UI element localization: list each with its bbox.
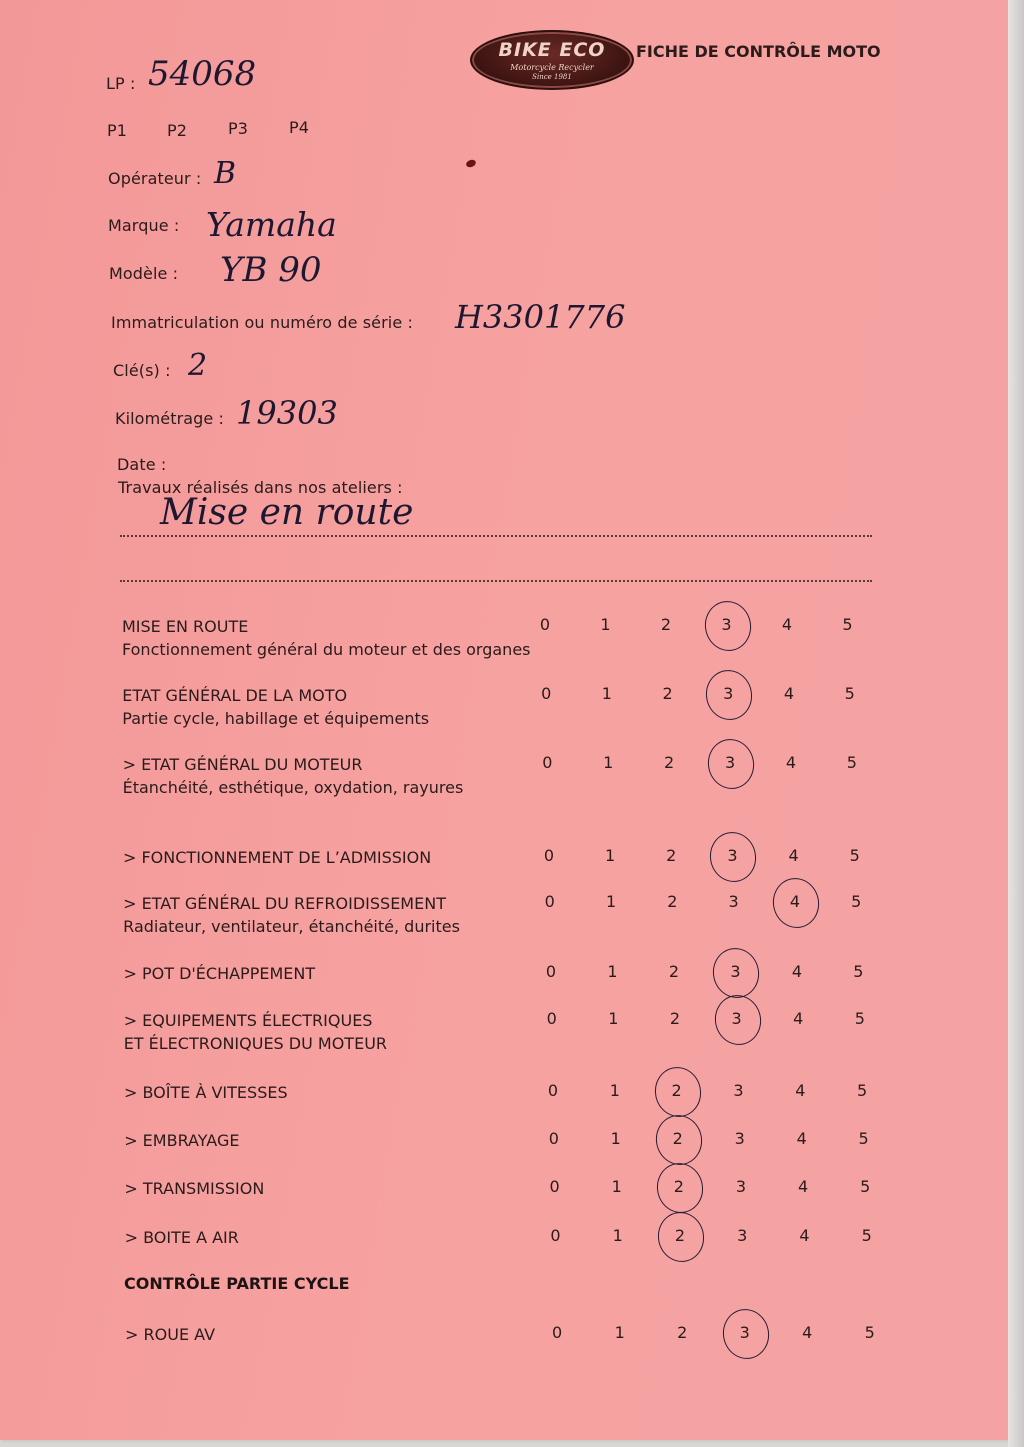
row-title-1: ETAT GÉNÉRAL DE LA MOTO	[122, 686, 348, 705]
row-score-5-0[interactable]: 0	[545, 962, 557, 981]
row-score-7-5[interactable]: 5	[857, 1081, 868, 1100]
row-title-9: > TRANSMISSION	[124, 1179, 265, 1198]
row-title-7: > BOÎTE À VITESSES	[123, 1083, 288, 1102]
travaux-label: Travaux réalisés dans nos ateliers :	[118, 478, 403, 497]
row-score-2-4[interactable]: 4	[785, 753, 797, 772]
row-score-10-4[interactable]: 4	[799, 1226, 810, 1245]
bike-eco-logo	[470, 30, 634, 90]
row-score-8-2[interactable]: 2	[672, 1129, 683, 1148]
position-p2[interactable]: P2	[167, 121, 188, 140]
row-subtitle-6: ET ÉLECTRONIQUES DU MOTEUR	[123, 1034, 388, 1053]
cles-label: Clé(s) :	[113, 361, 171, 380]
cycle-row-score-0-0[interactable]: 0	[552, 1323, 563, 1342]
row-score-1-0[interactable]: 0	[541, 684, 552, 703]
row-score-6-2[interactable]: 2	[669, 1009, 681, 1028]
row-subtitle-2: Étanchéité, esthétique, oxydation, rayures	[122, 778, 464, 797]
row-score-7-3[interactable]: 3	[733, 1081, 744, 1100]
row-score-7-0[interactable]: 0	[547, 1081, 559, 1100]
row-score-circle-8	[651, 1111, 706, 1169]
km-label: Kilométrage :	[115, 409, 225, 428]
row-score-2-0[interactable]: 0	[542, 753, 553, 772]
row-score-3-1[interactable]: 1	[605, 846, 616, 865]
immat-label: Immatriculation ou numéro de série :	[111, 313, 413, 332]
row-score-2-3[interactable]: 3	[724, 753, 736, 772]
operateur-value[interactable]: B	[214, 156, 237, 191]
row-score-7-2[interactable]: 2	[671, 1081, 682, 1100]
row-score-circle-4	[768, 874, 823, 932]
row-score-6-1[interactable]: 1	[608, 1009, 619, 1028]
travaux-value[interactable]: Mise en route	[160, 492, 414, 533]
marque-label: Marque :	[108, 216, 180, 235]
cycle-row-title-0: > ROUE AV	[125, 1325, 216, 1344]
logo-brand: BIKE ECO	[498, 39, 606, 61]
row-score-5-2[interactable]: 2	[668, 962, 680, 981]
row-score-circle-2	[703, 735, 758, 793]
cycle-row-score-0-1[interactable]: 1	[614, 1323, 625, 1342]
row-score-circle-6	[710, 991, 765, 1049]
row-score-5-3[interactable]: 3	[730, 962, 741, 981]
travaux-line-2	[120, 580, 872, 582]
date-label: Date :	[117, 455, 167, 474]
row-subtitle-4: Radiateur, ventilateur, étanchéité, durites	[123, 917, 460, 936]
row-score-10-1[interactable]: 1	[612, 1226, 623, 1245]
km-value[interactable]: 19303	[236, 394, 338, 432]
row-score-9-5[interactable]: 5	[860, 1177, 871, 1196]
row-score-0-5[interactable]: 5	[842, 615, 853, 634]
row-score-4-5[interactable]: 5	[851, 892, 862, 911]
row-score-1-1[interactable]: 1	[601, 684, 612, 703]
position-p4[interactable]: P4	[289, 118, 310, 137]
row-score-circle-3	[706, 828, 761, 886]
row-score-6-3[interactable]: 3	[731, 1009, 742, 1028]
row-score-0-4[interactable]: 4	[781, 615, 793, 634]
row-score-4-4[interactable]: 4	[789, 892, 800, 911]
operateur-label: Opérateur :	[108, 169, 202, 188]
row-title-0: MISE EN ROUTE	[122, 617, 249, 636]
row-score-circle-1	[702, 666, 757, 724]
row-score-10-0[interactable]: 0	[550, 1226, 561, 1245]
modele-label: Modèle :	[109, 264, 179, 283]
cles-value[interactable]: 2	[188, 348, 208, 383]
row-score-9-4[interactable]: 4	[797, 1177, 809, 1196]
marque-value[interactable]: Yamaha	[206, 205, 337, 244]
row-title-4: > ETAT GÉNÉRAL DU REFROIDISSEMENT	[123, 894, 446, 913]
row-score-circle-7	[650, 1063, 705, 1121]
row-score-8-5[interactable]: 5	[858, 1129, 869, 1148]
row-score-0-2[interactable]: 2	[660, 615, 672, 634]
logo-tagline: Motorcycle Recycler	[510, 63, 594, 72]
lp-label: LP :	[106, 74, 136, 93]
page-edge	[1008, 0, 1024, 1447]
row-score-8-4[interactable]: 4	[796, 1129, 807, 1148]
row-title-2: > ETAT GÉNÉRAL DU MOTEUR	[122, 755, 363, 774]
row-score-1-2[interactable]: 2	[662, 684, 673, 703]
cycle-row-score-0-3[interactable]: 3	[739, 1323, 750, 1342]
row-score-4-2[interactable]: 2	[667, 892, 678, 911]
cycle-row-score-0-2[interactable]: 2	[677, 1323, 688, 1342]
row-score-9-0[interactable]: 0	[549, 1177, 560, 1196]
logo-since: Since 1981	[532, 73, 572, 81]
row-score-0-0[interactable]: 0	[539, 615, 551, 634]
position-p1[interactable]: P1	[107, 121, 128, 140]
row-score-0-3[interactable]: 3	[721, 615, 732, 634]
row-score-circle-5	[709, 944, 764, 1002]
modele-value[interactable]: YB 90	[220, 250, 322, 290]
position-p3[interactable]: P3	[228, 119, 249, 138]
row-score-10-3[interactable]: 3	[737, 1226, 748, 1245]
row-score-circle-9	[652, 1159, 707, 1217]
row-subtitle-0: Fonctionnement général du moteur et des organes	[122, 640, 531, 659]
row-score-3-2[interactable]: 2	[666, 846, 677, 865]
row-score-6-5[interactable]: 5	[854, 1009, 865, 1028]
row-title-3: > FONCTIONNEMENT DE L’ADMISSION	[122, 848, 432, 867]
row-score-8-0[interactable]: 0	[548, 1129, 559, 1148]
row-score-circle-0	[700, 597, 755, 655]
row-score-2-5[interactable]: 5	[846, 753, 857, 772]
page-title: FICHE DE CONTRÔLE MOTO	[636, 42, 881, 61]
row-score-3-3[interactable]: 3	[727, 846, 738, 865]
row-score-circle-10	[653, 1208, 708, 1266]
row-score-1-3[interactable]: 3	[723, 684, 734, 703]
row-title-8: > EMBRAYAGE	[124, 1131, 240, 1150]
lp-value[interactable]: 54068	[148, 54, 257, 94]
row-title-5: > POT D'ÉCHAPPEMENT	[123, 964, 316, 983]
row-score-9-2[interactable]: 2	[673, 1177, 684, 1196]
row-score-3-5[interactable]: 5	[849, 846, 860, 865]
cycle-row-score-circle-0	[718, 1305, 773, 1363]
row-score-6-4[interactable]: 4	[793, 1009, 804, 1028]
row-score-10-2[interactable]: 2	[674, 1226, 686, 1245]
row-score-4-0[interactable]: 0	[544, 892, 555, 911]
row-score-8-3[interactable]: 3	[734, 1129, 745, 1148]
immat-value[interactable]: H3301776	[455, 298, 626, 336]
row-score-0-1[interactable]: 1	[600, 615, 611, 634]
row-score-5-5[interactable]: 5	[853, 962, 864, 981]
row-score-4-3[interactable]: 3	[728, 892, 739, 911]
row-score-6-0[interactable]: 0	[546, 1009, 557, 1028]
row-score-2-2[interactable]: 2	[664, 753, 675, 772]
row-score-3-4[interactable]: 4	[788, 846, 799, 865]
travaux-line-1	[120, 535, 872, 537]
row-score-7-4[interactable]: 4	[795, 1081, 806, 1100]
row-score-2-1[interactable]: 1	[603, 753, 614, 772]
row-score-9-3[interactable]: 3	[735, 1177, 747, 1196]
row-title-10: > BOITE A AIR	[124, 1228, 239, 1247]
cycle-row-score-0-4[interactable]: 4	[802, 1323, 813, 1342]
row-score-3-0[interactable]: 0	[543, 846, 555, 865]
cycle-row-score-0-5[interactable]: 5	[864, 1323, 875, 1342]
row-score-9-1[interactable]: 1	[611, 1177, 622, 1196]
row-subtitle-1: Partie cycle, habillage et équipements	[122, 709, 430, 728]
row-score-10-5[interactable]: 5	[861, 1226, 872, 1245]
row-score-5-1[interactable]: 1	[607, 962, 618, 981]
row-score-7-1[interactable]: 1	[609, 1081, 620, 1100]
row-score-4-1[interactable]: 1	[605, 892, 617, 911]
row-score-8-1[interactable]: 1	[610, 1129, 621, 1148]
row-score-5-4[interactable]: 4	[791, 962, 802, 981]
ink-dot	[465, 159, 477, 169]
row-score-1-4[interactable]: 4	[783, 684, 795, 703]
row-title-6: > EQUIPEMENTS ÉLECTRIQUES	[123, 1011, 373, 1030]
row-score-1-5[interactable]: 5	[844, 684, 855, 703]
section-partie-cycle-title: CONTRÔLE PARTIE CYCLE	[124, 1274, 350, 1293]
